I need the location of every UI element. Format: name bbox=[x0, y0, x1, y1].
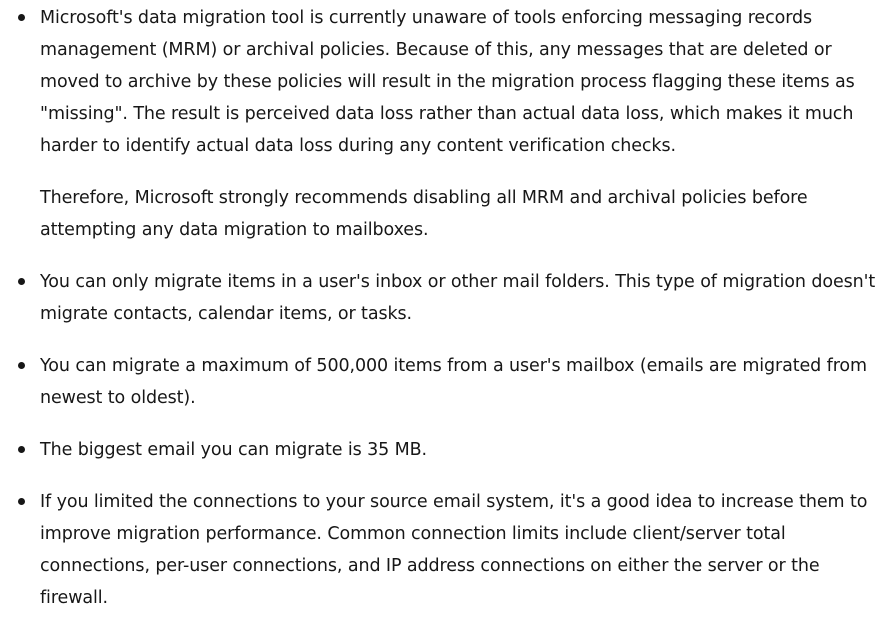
paragraph-connection-limits: If you limited the connections to your source email system, it's a good idea to increase them to improve migration performance. Common connection limits include client/server total connections, per-user connections, and IP address connections on either the server or the firewall. bbox=[40, 492, 868, 608]
paragraph-max-items: You can migrate a maximum of 500,000 items from a user's mailbox (emails are migrated from newest to oldest). bbox=[40, 356, 867, 408]
paragraph-mrm-warning: Microsoft's data migration tool is currently unaware of tools enforcing messaging records management (MRM) or archival policies. Because of this, any messages that are deleted or moved to archive by these policies will result in the migration process flagging these items as "missing". The result is perceived data loss rather than actual data loss, which makes it much harder to identify actual data loss during any content verification checks. bbox=[40, 8, 855, 156]
list-item-mrm-policies bbox=[0, 2, 891, 246]
list-item-connection-limits bbox=[0, 486, 891, 614]
bullet-dot-icon bbox=[18, 278, 25, 285]
bullet-dot-icon bbox=[18, 446, 25, 453]
list-item-max-items bbox=[0, 350, 891, 414]
bullet-list bbox=[0, 2, 891, 614]
document-body bbox=[0, 2, 891, 634]
paragraph-mrm-recommendation: Therefore, Microsoft strongly recommends disabling all MRM and archival policies before attempting any data migration to mailboxes. bbox=[40, 188, 808, 240]
paragraph-mail-folders: You can only migrate items in a user's inbox or other mail folders. This type of migration doesn't migrate contacts, calendar items, or tasks. bbox=[40, 272, 876, 324]
paragraph-max-email-size: The biggest email you can migrate is 35 MB. bbox=[40, 440, 428, 460]
bullet-dot-icon bbox=[18, 498, 25, 505]
list-item-migrate-mail-folders bbox=[0, 266, 891, 330]
list-item-max-email-size bbox=[0, 434, 891, 466]
bullet-dot-icon bbox=[18, 362, 25, 369]
bullet-dot-icon bbox=[18, 14, 25, 21]
